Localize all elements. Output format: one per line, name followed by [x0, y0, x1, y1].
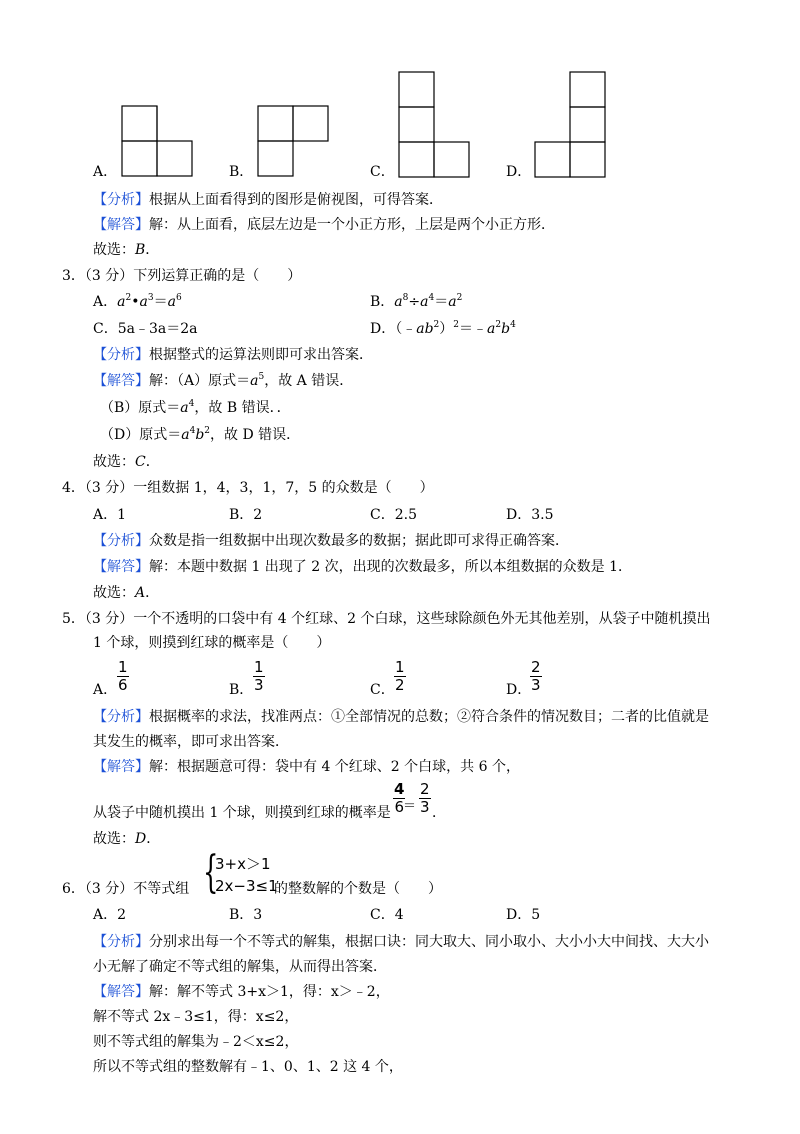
- answer-text: （B）原式＝: [100, 400, 181, 416]
- q5-option-d-fraction: [530, 660, 542, 693]
- q6-answer-line3: 则不等式组的解集为﹣2＜x≤2，: [93, 1034, 299, 1050]
- q3-option-d: [370, 320, 516, 338]
- answer-tag: 【解答】: [93, 559, 149, 575]
- option-a-label: A．: [93, 164, 118, 180]
- q3-stem: [62, 267, 301, 285]
- answer-tag: 【解答】: [93, 759, 149, 775]
- numerator: 1: [254, 658, 264, 676]
- q5-stem-line2: 1 个球，则摸到红球的概率是（ ）: [93, 635, 331, 651]
- option-label: D．: [370, 321, 396, 337]
- question-points: （3 分）: [84, 268, 134, 284]
- option-label: B．: [229, 507, 254, 523]
- option-value: 5: [531, 907, 541, 923]
- option-b-figure: [256, 104, 328, 176]
- q4-stem: [62, 479, 434, 497]
- q5-analysis-line2: 其发生的概率，即可求出答案．: [93, 734, 289, 750]
- option-b-label: B．: [229, 164, 254, 180]
- analysis-text: 根据从上面看得到的图形是俯视图，可得答案．: [149, 192, 443, 208]
- analysis-tag: 【分析】: [93, 533, 149, 549]
- q3-answer-a: [93, 372, 353, 390]
- q3-answer-d: [100, 426, 300, 444]
- conclusion-prefix: 故选：: [93, 454, 135, 470]
- option-a-figure: [120, 104, 192, 176]
- analysis-tag: 【分析】: [93, 934, 149, 950]
- q3-option-a: [93, 293, 182, 311]
- math-expr: $a^4b^2$: [181, 426, 211, 443]
- option-c-figure: [397, 70, 469, 176]
- question-stem: 一组数据 1，4，3，1，7，5 的众数是（ ）: [133, 480, 434, 496]
- analysis-tag: 【分析】: [93, 347, 149, 363]
- answer-text: 解：本题中数据 1 出现了 2 次，出现的次数最多，所以本组数据的众数是 1．: [149, 559, 632, 575]
- denominator: 3: [420, 798, 430, 816]
- numerator: 2: [531, 658, 541, 676]
- denominator: 6: [118, 676, 128, 694]
- option-value: 1: [117, 507, 127, 523]
- analysis-text: 众数是指一组数据中出现次数最多的数据；据此即可求得正确答案．: [149, 533, 569, 549]
- analysis-tag: 【分析】: [93, 192, 149, 208]
- q2-analysis: [93, 191, 443, 209]
- question-number: 5．: [62, 611, 85, 627]
- conclusion-letter: D: [135, 831, 147, 847]
- numerator: 1: [118, 658, 128, 676]
- q6-option-d: [506, 906, 540, 924]
- q4-conclusion: [93, 584, 159, 602]
- q6-answer-line2: 解不等式 2x﹣3≤1，得：x≤2，: [93, 1009, 299, 1025]
- q6-stem-suffix: 的整数解的个数是（ ）: [274, 881, 442, 897]
- analysis-tag: 【分析】: [93, 709, 149, 725]
- q4-option-d: [506, 506, 554, 524]
- numerator: 1: [395, 658, 405, 676]
- conclusion-prefix: 故选：: [93, 585, 135, 601]
- denominator: 6: [394, 798, 404, 816]
- denominator: 3: [531, 676, 541, 694]
- answer-tag: 【解答】: [93, 984, 149, 1000]
- system-line-2: 2x−3≤1: [215, 877, 278, 895]
- q5-option-a-label: A．: [93, 682, 118, 698]
- q5-option-c-label: C．: [370, 682, 395, 698]
- option-value: 3: [253, 907, 263, 923]
- q5-stem-line1: [62, 610, 710, 628]
- conclusion-end: ．: [146, 831, 161, 847]
- q6-option-b: [229, 906, 262, 924]
- math-expr: $a^5$: [250, 372, 265, 389]
- q2-conclusion: [93, 241, 159, 259]
- q3-answer-b: [100, 399, 291, 417]
- question-points: （3 分）: [84, 480, 134, 496]
- q4-analysis: [93, 532, 569, 550]
- answer-text: 解：（A）原式＝: [149, 373, 251, 389]
- conclusion-letter: C: [135, 454, 146, 470]
- answer-text: （D）原式＝: [100, 427, 182, 443]
- q4-answer: [93, 558, 632, 576]
- option-label: C．: [370, 507, 395, 523]
- option-d-expr: $(﹣ab^2)^2=﹣a^2b^4$: [395, 320, 516, 337]
- q5-answer-equals: ＝: [403, 799, 417, 814]
- q6-analysis-line2: 小无解了确定不等式组的解集，从而得出答案．: [93, 959, 387, 975]
- answer-text: 解：从上面看，底层左边是一个小正方形，上层是两个小正方形．: [149, 217, 555, 233]
- analysis-text: 分别求出每一个不等式的解集，根据口诀：同大取大、同小取小、大小小大中间找、大大小: [149, 934, 709, 950]
- option-label: B．: [370, 294, 395, 310]
- answer-tag: 【解答】: [93, 373, 149, 389]
- q5-option-c-fraction: [394, 660, 406, 693]
- conclusion-letter: A: [135, 585, 146, 601]
- conclusion-end: ．: [145, 454, 160, 470]
- option-label: C．: [93, 321, 118, 337]
- q5-answer-line1: [93, 758, 520, 776]
- q6-option-a: [93, 906, 126, 924]
- question-number: 3．: [62, 268, 85, 284]
- question-stem: 不等式组: [133, 881, 190, 897]
- option-d-figure: [533, 70, 605, 176]
- system-brace: {: [203, 847, 219, 898]
- analysis-text: 根据整式的运算法则即可求出答案．: [149, 347, 373, 363]
- q6-stem-prefix: [62, 880, 189, 898]
- q5-conclusion: [93, 830, 160, 848]
- answer-text: 解：解不等式 3+x＞1，得：x＞﹣2，: [149, 984, 390, 1000]
- q5-option-b-fraction: [253, 660, 265, 693]
- option-d-label: D．: [506, 164, 532, 180]
- option-value: 2.5: [394, 507, 417, 523]
- answer-text: ，故 A 错误．: [264, 373, 354, 389]
- conclusion-letter: B: [135, 242, 146, 258]
- option-value: 3.5: [531, 507, 554, 523]
- option-a-expr: $a^2•a^3=a^6$: [117, 293, 182, 310]
- question-stem: 一个不透明的口袋中有 4 个红球、2 个白球，这些球除颜色外无其他差别，从袋子中随机摸出: [133, 611, 711, 627]
- option-label: C．: [370, 907, 395, 923]
- question-number: 4．: [62, 480, 85, 496]
- question-stem: 下列运算正确的是（ ）: [133, 268, 302, 284]
- option-b-expr: $a^8\div a^4=a^2$: [394, 293, 463, 310]
- question-points: （3 分）: [84, 611, 134, 627]
- q6-answer-line1: [93, 983, 390, 1001]
- question-points: （3 分）: [84, 881, 134, 897]
- option-label: B．: [229, 907, 254, 923]
- q5-answer-end: ．: [432, 805, 446, 821]
- q5-analysis-line1: [93, 708, 709, 726]
- option-label: A．: [93, 507, 118, 523]
- q5-option-a-fraction: [117, 660, 129, 693]
- question-number: 6．: [62, 881, 85, 897]
- answer-tag: 【解答】: [93, 217, 149, 233]
- conclusion-end: ．: [145, 242, 160, 258]
- q4-option-b: [229, 506, 262, 524]
- denominator: 3: [254, 676, 264, 694]
- option-label: D．: [506, 507, 532, 523]
- option-label: A．: [93, 907, 118, 923]
- q4-option-a: [93, 506, 126, 524]
- q5-option-b-label: B．: [229, 682, 254, 698]
- conclusion-prefix: 故选：: [93, 242, 135, 258]
- q3-option-b: [370, 293, 462, 311]
- q6-option-c: [370, 906, 404, 924]
- system-line-1: 3+x＞1: [215, 855, 271, 873]
- answer-text: ，故 B 错误．．: [194, 400, 291, 416]
- q3-analysis: [93, 346, 373, 364]
- q6-answer-line4: 所以不等式组的整数解有﹣1、0、1、2 这 4 个，: [93, 1059, 403, 1075]
- answer-text: 解：根据题意可得：袋中有 4 个红球、2 个白球，共 6 个，: [149, 759, 520, 775]
- option-label: A．: [93, 294, 118, 310]
- analysis-text: 根据概率的求法，找准两点：①全部情况的总数；②符合条件的情况数目；二者的比值就是: [149, 709, 709, 725]
- q6-analysis-line1: [93, 933, 709, 951]
- q5-answer-line2: 从袋子中随机摸出 1 个球，则摸到红球的概率是: [93, 805, 391, 821]
- option-value: 2: [117, 907, 127, 923]
- conclusion-end: ．: [145, 585, 160, 601]
- option-value: 2: [253, 507, 263, 523]
- math-expr: $a^4$: [180, 399, 195, 416]
- option-value: 4: [394, 907, 404, 923]
- q2-answer: [93, 216, 555, 234]
- option-c-expr: 5a﹣3a＝2a: [117, 321, 198, 337]
- q3-option-c: [93, 320, 197, 338]
- q5-answer-fraction-2: [419, 782, 431, 815]
- numerator: 2: [420, 780, 430, 798]
- q3-conclusion: [93, 453, 160, 471]
- denominator: 2: [395, 676, 405, 694]
- q5-option-d-label: D．: [506, 682, 532, 698]
- numerator: 4: [394, 780, 405, 798]
- option-label: D．: [506, 907, 532, 923]
- q4-option-c: [370, 506, 417, 524]
- conclusion-prefix: 故选：: [93, 831, 135, 847]
- answer-text: ，故 D 错误．: [210, 427, 301, 443]
- option-c-label: C．: [370, 164, 395, 180]
